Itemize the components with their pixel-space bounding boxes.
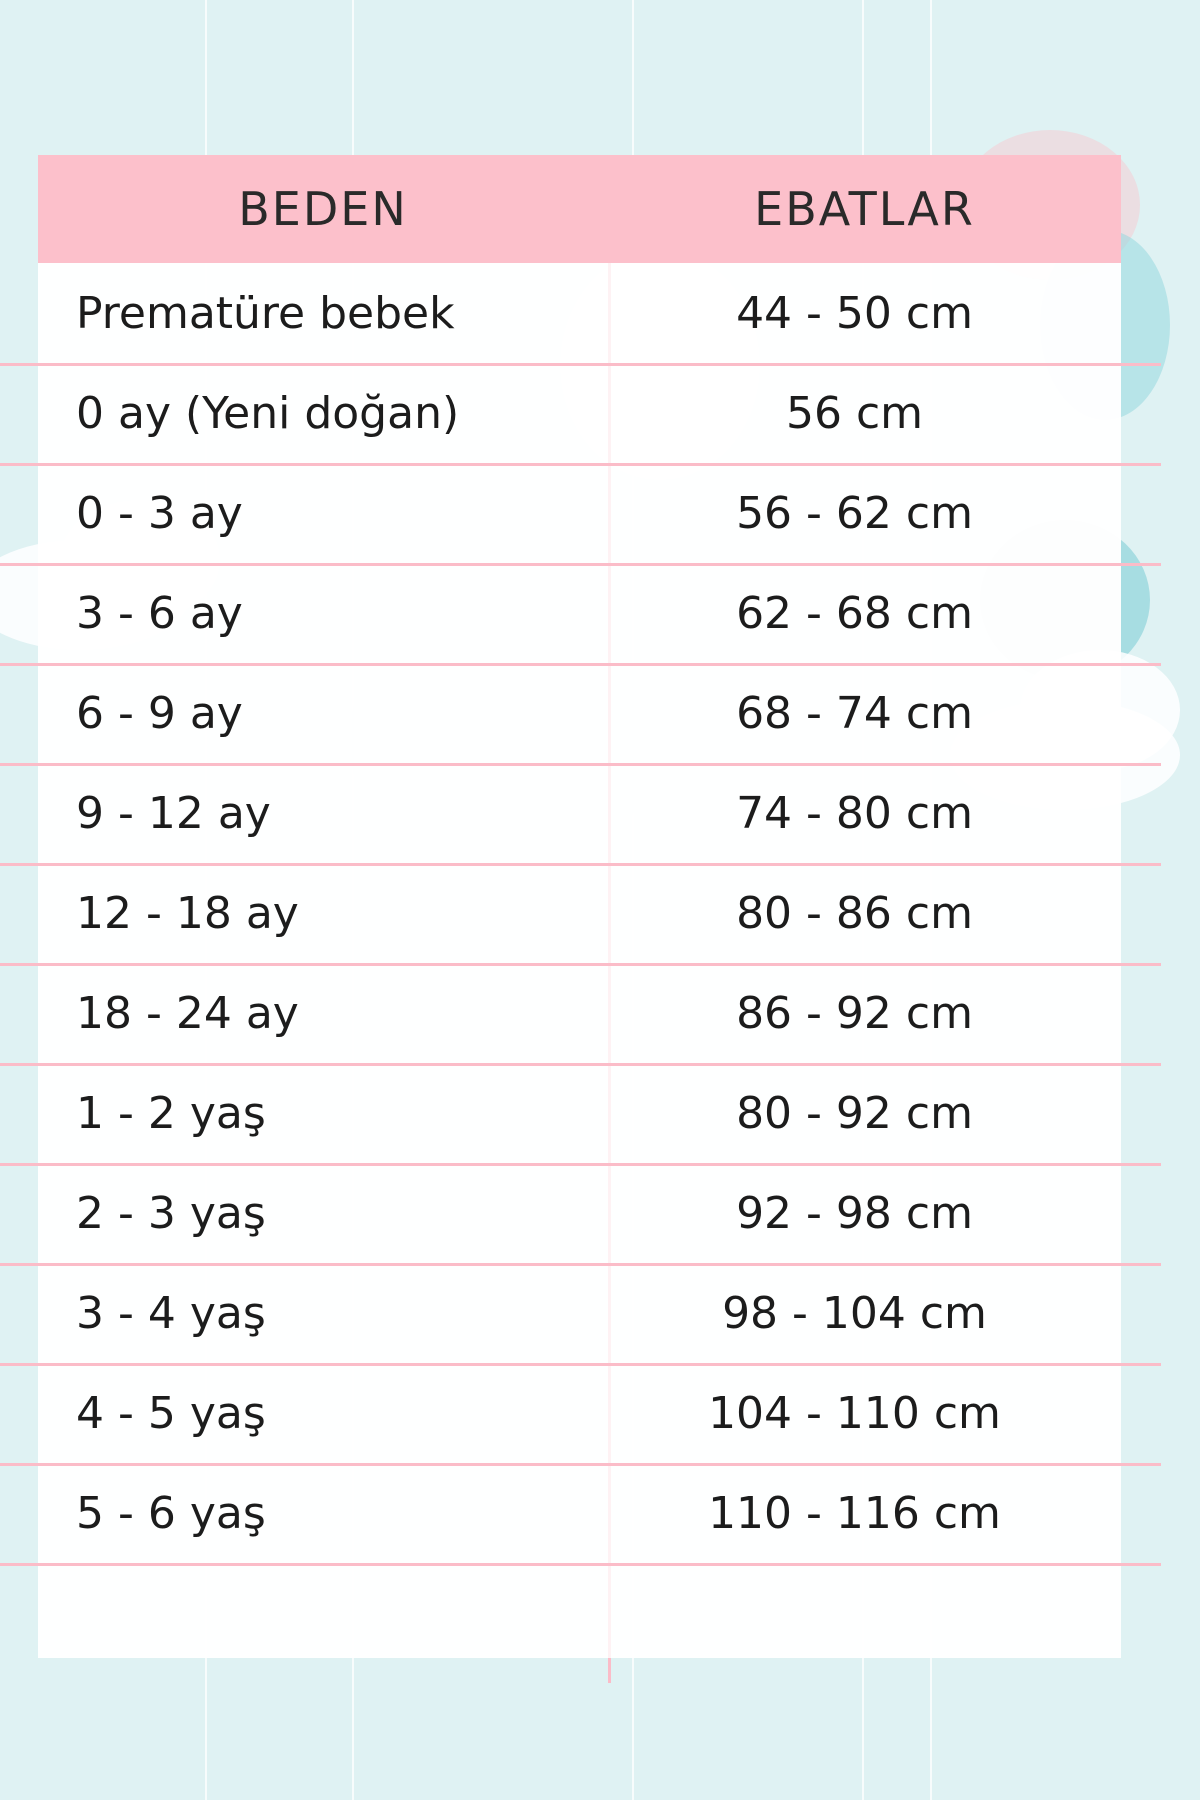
cell-dimension: 80 - 86 cm xyxy=(736,887,973,939)
cell-size: 18 - 24 ay xyxy=(76,987,299,1039)
cell-size: 12 - 18 ay xyxy=(76,887,299,939)
cell-size: 1 - 2 yaş xyxy=(76,1087,266,1139)
cell-dimension: 92 - 98 cm xyxy=(736,1187,973,1239)
cell-size: 5 - 6 yaş xyxy=(76,1487,266,1539)
cell-dimension: 62 - 68 cm xyxy=(736,587,973,639)
cell-dimension: 80 - 92 cm xyxy=(736,1087,973,1139)
table-row xyxy=(38,763,1121,863)
column-header-size: BEDEN xyxy=(238,182,408,236)
cell-dimension: 86 - 92 cm xyxy=(736,987,973,1039)
table-footer-spacer xyxy=(38,1563,1121,1658)
table-row xyxy=(38,463,1121,563)
cell-size: 0 ay (Yeni doğan) xyxy=(76,387,460,439)
cell-size: 3 - 4 yaş xyxy=(76,1287,266,1339)
cell-size: 4 - 5 yaş xyxy=(76,1387,266,1439)
table-row xyxy=(38,363,1121,463)
cell-dimension: 104 - 110 cm xyxy=(708,1387,1001,1439)
table-header-row xyxy=(38,155,1121,263)
table-row xyxy=(38,263,1121,363)
table-row xyxy=(38,563,1121,663)
size-chart-card xyxy=(38,155,1121,1658)
table-row xyxy=(38,663,1121,763)
cell-size: 3 - 6 ay xyxy=(76,587,243,639)
table-row xyxy=(38,1163,1121,1263)
table-row xyxy=(38,863,1121,963)
cell-dimension: 110 - 116 cm xyxy=(708,1487,1001,1539)
column-header-dimension: EBATLAR xyxy=(754,182,975,236)
cell-dimension: 56 cm xyxy=(785,387,924,439)
table-row xyxy=(38,1363,1121,1463)
cell-size: Prematüre bebek xyxy=(76,287,455,339)
cell-size: 0 - 3 ay xyxy=(76,487,243,539)
table-row xyxy=(38,1063,1121,1163)
cell-dimension: 44 - 50 cm xyxy=(736,287,973,339)
cell-dimension: 68 - 74 cm xyxy=(736,687,973,739)
table-row xyxy=(38,1263,1121,1363)
table-row xyxy=(38,963,1121,1063)
cell-size: 6 - 9 ay xyxy=(76,687,243,739)
cell-dimension: 74 - 80 cm xyxy=(736,787,973,839)
cell-size: 2 - 3 yaş xyxy=(76,1187,266,1239)
cell-size: 9 - 12 ay xyxy=(76,787,271,839)
table-row xyxy=(38,1463,1121,1563)
cell-dimension: 56 - 62 cm xyxy=(736,487,973,539)
cell-dimension: 98 - 104 cm xyxy=(722,1287,987,1339)
table-body xyxy=(38,263,1121,1563)
